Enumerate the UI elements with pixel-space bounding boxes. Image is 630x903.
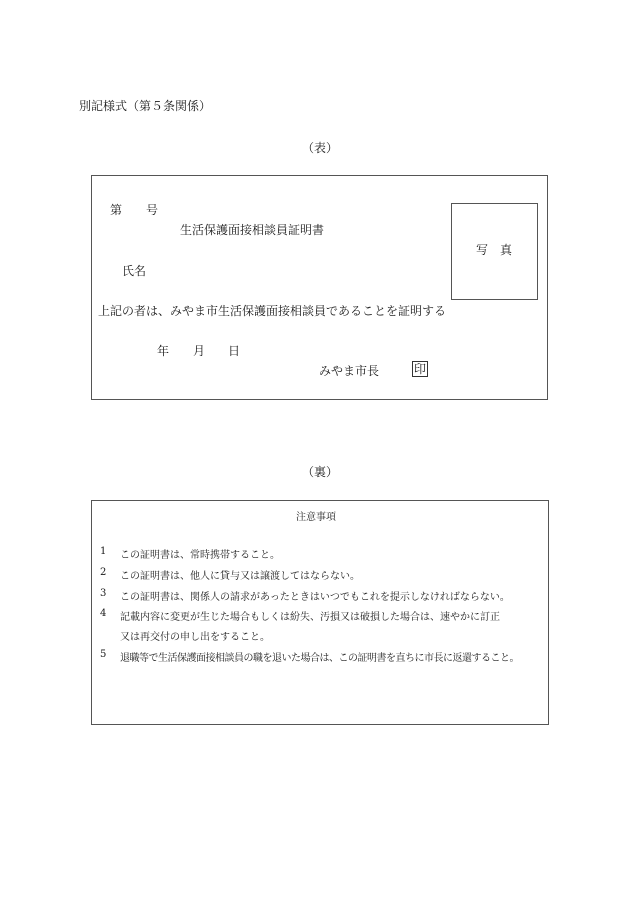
notice-item-text: この証明書は、関係人の請求があったときはいつでもこれを提示しなければならない。 xyxy=(120,592,510,603)
number-prefix: 第 xyxy=(110,203,123,217)
notice-item-continuation: 又は再交付の申し出をすること。 xyxy=(120,632,270,643)
front-section-label: （表） xyxy=(302,141,339,155)
certificate-title: 生活保護面接相談員証明書 xyxy=(180,223,325,237)
notice-item-num: 1 xyxy=(100,546,107,557)
number-suffix: 号 xyxy=(146,203,159,217)
issuer-title: みやま市長 xyxy=(319,364,380,378)
date-month: 月 xyxy=(193,344,206,358)
seal-mark: 印 xyxy=(414,362,427,376)
notice-item-text: 記載内容に変更が生じた場合もしくは紛失、汚損又は破損した場合は、速やかに訂正 xyxy=(120,612,500,623)
form-label: 別記様式（第５条関係） xyxy=(79,99,212,113)
back-section-label: （裏） xyxy=(302,465,339,479)
name-label: 氏名 xyxy=(122,264,147,278)
notice-item-num: 3 xyxy=(100,588,107,599)
certification-statement: 上記の者は、みやま市生活保護面接相談員であることを証明する xyxy=(98,304,447,318)
notice-item-num: 2 xyxy=(100,567,107,578)
notice-item-num: 5 xyxy=(100,649,107,660)
notice-item-num: 4 xyxy=(100,608,107,619)
photo-label: 写 真 xyxy=(476,243,513,257)
certificate-front-card xyxy=(91,175,548,400)
date-year: 年 xyxy=(157,344,170,358)
notice-item-text: この証明書は、他人に貸与又は譲渡してはならない。 xyxy=(120,571,360,582)
photo-box xyxy=(451,203,538,300)
date-day: 日 xyxy=(228,344,241,358)
certificate-back-card xyxy=(91,500,549,725)
notice-item-text: この証明書は、常時携帯すること。 xyxy=(120,550,280,561)
notes-title: 注意事項 xyxy=(296,512,336,523)
notice-item-text: 退職等で生活保護面接相談員の職を退いた場合は、この証明書を直ちに市長に返還すること。 xyxy=(120,653,519,664)
